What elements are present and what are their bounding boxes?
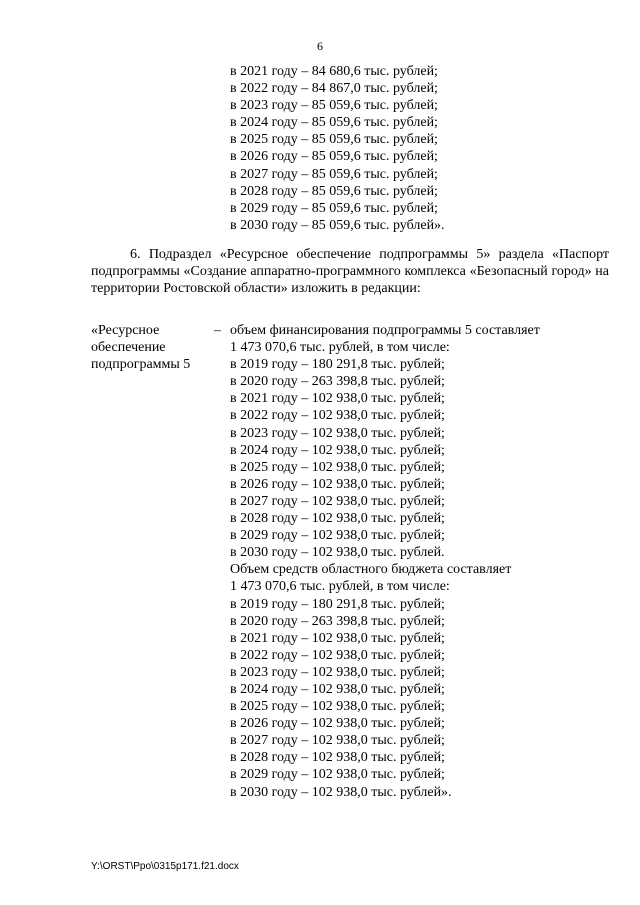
funding-detail-line: в 2019 году – 180 291,8 тыс. рублей; (230, 596, 445, 612)
section-label-line: подпрограммы 5 (91, 357, 191, 373)
funding-detail-line: в 2021 году – 102 938,0 тыс. рублей; (230, 630, 445, 646)
year-funding-line: в 2030 году – 85 059,6 тыс. рублей». (230, 217, 445, 233)
funding-detail-line: в 2029 году – 102 938,0 тыс. рублей; (230, 528, 445, 544)
funding-detail-line: в 2024 году – 102 938,0 тыс. рублей; (230, 442, 445, 458)
funding-detail-line: в 2023 году – 102 938,0 тыс. рублей; (230, 664, 445, 680)
funding-detail-line: в 2020 году – 263 398,8 тыс. рублей; (230, 613, 445, 629)
funding-detail-line: в 2019 году – 180 291,8 тыс. рублей; (230, 357, 445, 373)
year-funding-line: в 2022 году – 84 867,0 тыс. рублей; (230, 81, 438, 97)
funding-detail-line: в 2030 году – 102 938,0 тыс. рублей». (230, 784, 452, 800)
funding-detail-line: в 2025 году – 102 938,0 тыс. рублей; (230, 699, 445, 715)
year-funding-line: в 2027 году – 85 059,6 тыс. рублей; (230, 166, 438, 182)
funding-detail-line: Объем средств областного бюджета составляет (230, 562, 512, 578)
funding-detail-line: 1 473 070,6 тыс. рублей, в том числе: (230, 340, 450, 356)
funding-detail-line: в 2023 году – 102 938,0 тыс. рублей; (230, 425, 445, 441)
section-label-line: «Ресурсное (91, 323, 160, 338)
amendment-paragraph: 6. Подраздел «Ресурсное обеспечение подпрограммы 5» раздела «Паспорт подпрограммы «Создание аппаратно-программного комплекса «Безопасный город» на территории Ростовской области» изложить в редакции: (91, 247, 609, 297)
year-funding-line: в 2026 году – 85 059,6 тыс. рублей; (230, 149, 438, 165)
funding-detail-line: в 2021 году – 102 938,0 тыс. рублей; (230, 391, 445, 407)
page-number: 6 (317, 39, 323, 53)
file-path-footer: Y:\ORST\Ppo\0315p171.f21.docx (91, 861, 239, 872)
year-funding-line: в 2023 году – 85 059,6 тыс. рублей; (230, 98, 438, 114)
funding-detail-line: в 2029 году – 102 938,0 тыс. рублей; (230, 767, 445, 783)
funding-detail-line: в 2022 году – 102 938,0 тыс. рублей; (230, 647, 445, 663)
funding-detail-line: в 2027 году – 102 938,0 тыс. рублей; (230, 733, 445, 749)
funding-detail-line: в 2020 году – 263 398,8 тыс. рублей; (230, 374, 445, 390)
label-dash: – (214, 323, 221, 338)
funding-detail-line: в 2026 году – 102 938,0 тыс. рублей; (230, 476, 445, 492)
funding-detail-line: в 2026 году – 102 938,0 тыс. рублей; (230, 716, 445, 732)
funding-detail-line: в 2025 году – 102 938,0 тыс. рублей; (230, 459, 445, 475)
funding-year-list (230, 63, 445, 234)
funding-detail-line: в 2028 году – 102 938,0 тыс. рублей; (230, 511, 445, 527)
funding-detail-line: в 2030 году – 102 938,0 тыс. рублей. (230, 545, 445, 561)
funding-detail-line: в 2024 году – 102 938,0 тыс. рублей; (230, 681, 445, 697)
year-funding-line: в 2028 году – 85 059,6 тыс. рублей; (230, 183, 438, 199)
funding-detail-line: объем финансирования подпрограммы 5 составляет (230, 323, 540, 338)
year-funding-line: в 2029 году – 85 059,6 тыс. рублей; (230, 200, 438, 216)
year-funding-line: в 2024 году – 85 059,6 тыс. рублей; (230, 115, 438, 131)
funding-detail-line: в 2027 году – 102 938,0 тыс. рублей; (230, 493, 445, 509)
funding-detail-line: в 2022 году – 102 938,0 тыс. рублей; (230, 408, 445, 424)
section-label (91, 322, 211, 373)
section-label-line: обеспечение (91, 340, 166, 356)
year-funding-line: в 2021 году – 84 680,6 тыс. рублей; (230, 64, 438, 79)
funding-detail-line: 1 473 070,6 тыс. рублей, в том числе: (230, 579, 450, 595)
funding-details (230, 322, 620, 801)
year-funding-line: в 2025 году – 85 059,6 тыс. рублей; (230, 132, 438, 148)
funding-detail-line: в 2028 году – 102 938,0 тыс. рублей; (230, 750, 445, 766)
